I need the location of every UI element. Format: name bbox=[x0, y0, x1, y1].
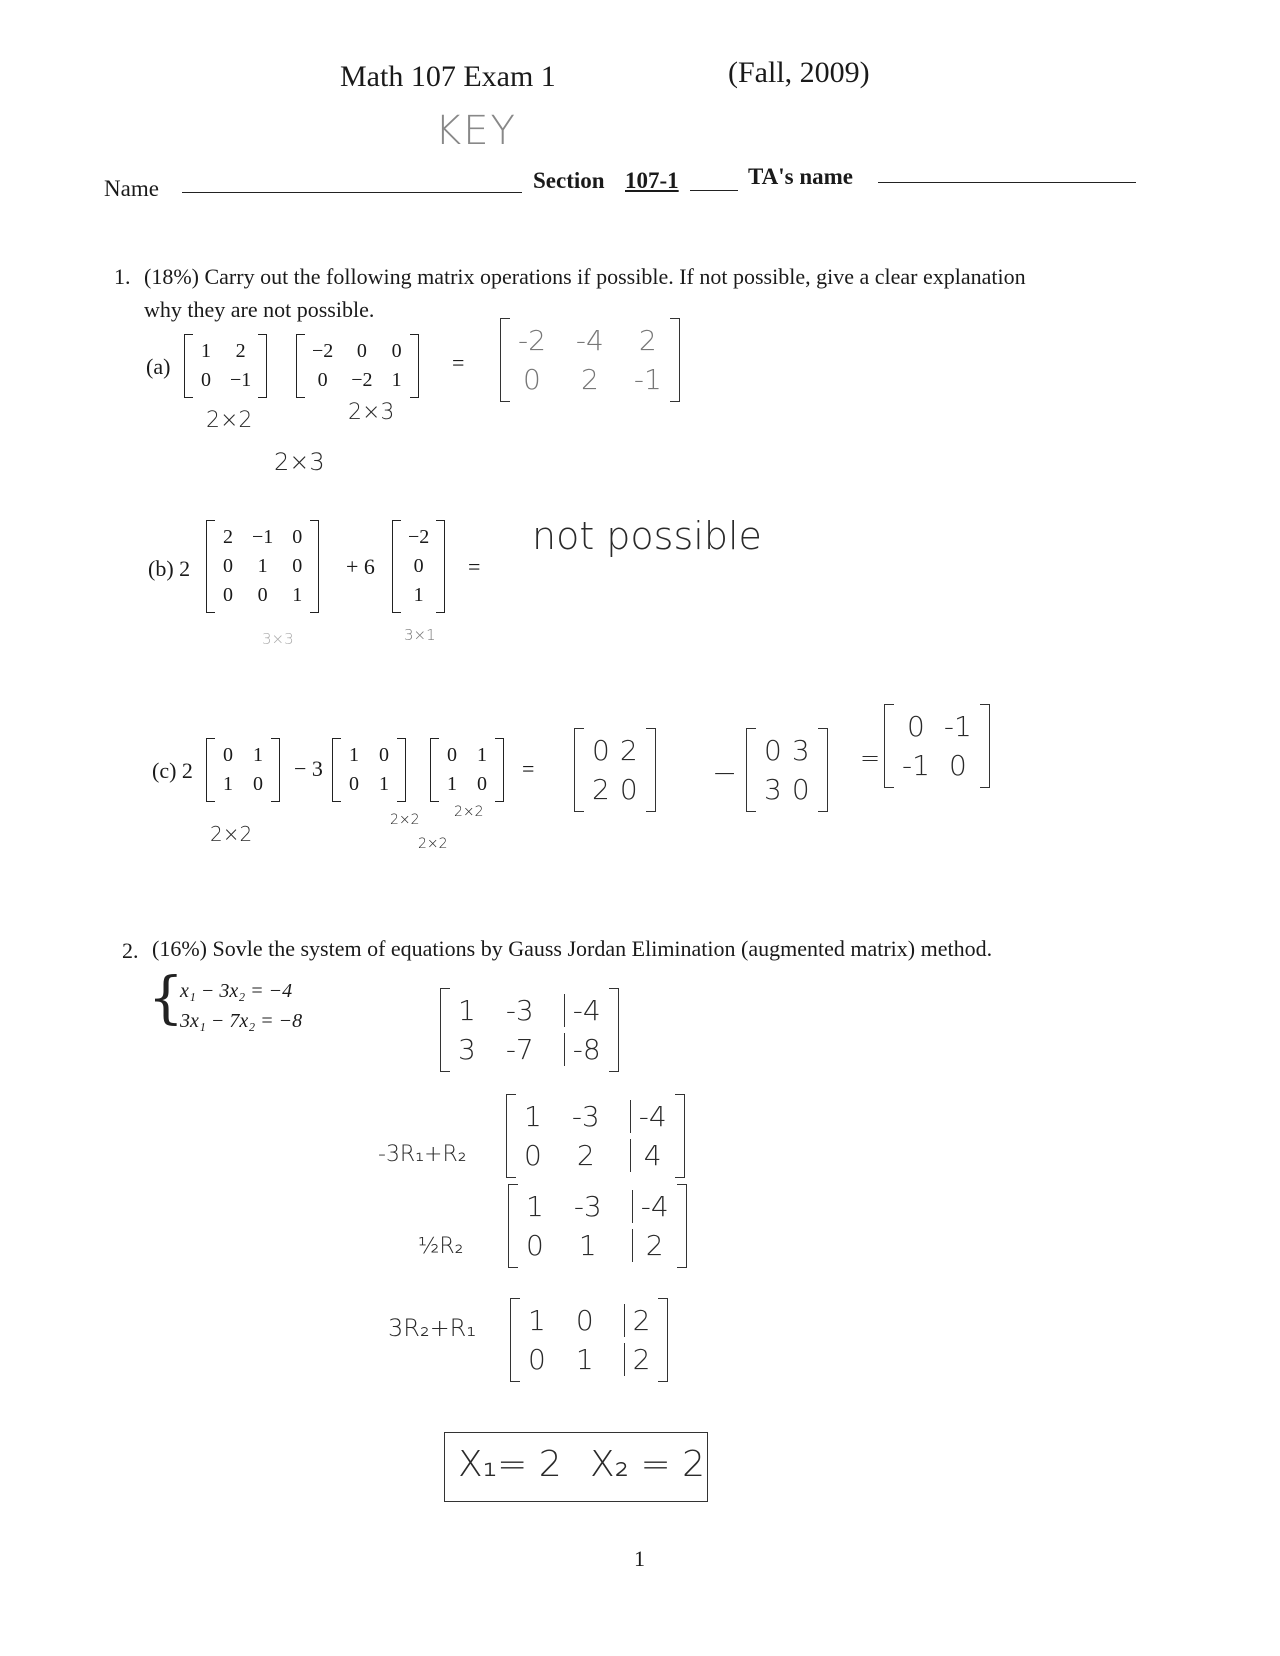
matrix-cell: 0 bbox=[592, 734, 610, 767]
matrix-cell: 0 bbox=[413, 555, 424, 577]
matrix-cell: 0 bbox=[223, 555, 233, 577]
matrix-cell: 0 bbox=[907, 710, 925, 743]
matrix-cell: 1 bbox=[526, 1190, 544, 1223]
matrix-cell: 0 bbox=[523, 363, 541, 396]
matrix-cell: 2 bbox=[624, 1343, 651, 1376]
q1c-dim-bc: 2×2 bbox=[418, 836, 448, 852]
q1-number: 1. bbox=[114, 264, 131, 289]
q1c-dim-b: 2×2 bbox=[390, 812, 420, 828]
matrix-cell: -4 bbox=[630, 1100, 667, 1133]
matrix-cell: 1 bbox=[292, 584, 303, 606]
q1a-matrix-b bbox=[296, 338, 419, 394]
q1c-equals: = bbox=[522, 756, 535, 781]
matrix-cell: -7 bbox=[505, 1033, 534, 1066]
q1c-work-equals: = bbox=[860, 744, 881, 772]
q1c-label: (c) 2 bbox=[152, 758, 193, 783]
matrix-cell: 1 bbox=[391, 369, 402, 391]
q1c-answer-matrix bbox=[884, 708, 990, 784]
q1a-dim-b: 2×3 bbox=[348, 400, 395, 425]
matrix-cell: 1 bbox=[458, 994, 476, 1027]
matrix-cell: 0 bbox=[317, 369, 328, 391]
matrix-cell: 2 bbox=[619, 734, 638, 767]
name-line[interactable] bbox=[182, 192, 522, 193]
matrix-cell: −1 bbox=[252, 526, 274, 548]
ta-name-line[interactable] bbox=[878, 182, 1136, 183]
matrix-cell: 2 bbox=[638, 324, 657, 357]
q2-augmented-matrix bbox=[440, 992, 619, 1068]
matrix-cell: 1 bbox=[477, 744, 487, 766]
matrix-cell: 2 bbox=[235, 340, 246, 362]
matrix-cell: 0 bbox=[391, 340, 402, 362]
matrix-cell: −1 bbox=[230, 369, 252, 391]
matrix-cell: 0 bbox=[223, 584, 233, 606]
exam-title: Math 107 Exam 1 bbox=[340, 60, 556, 93]
section-label: Section bbox=[533, 168, 605, 193]
exam-term: (Fall, 2009) bbox=[728, 56, 870, 89]
matrix-cell: −2 bbox=[312, 340, 334, 362]
matrix-cell: -4 bbox=[632, 1190, 669, 1223]
q2-step-3-op: 3R₂+R₁ bbox=[388, 1314, 476, 1342]
matrix-cell: 1 bbox=[349, 744, 359, 766]
name-label: Name bbox=[104, 176, 159, 201]
matrix-cell: 0 bbox=[349, 773, 359, 795]
q1-prompt-line1: (18%) Carry out the following matrix operations if possible. If not possible, give a clear explanation bbox=[144, 264, 1026, 289]
q2-step-2-matrix bbox=[508, 1188, 687, 1264]
matrix-cell: 1 bbox=[578, 1229, 597, 1262]
matrix-cell: 0 bbox=[292, 555, 303, 577]
q1a-answer-matrix bbox=[500, 322, 680, 398]
q1a-matrix-a bbox=[184, 338, 267, 394]
matrix-cell: −2 bbox=[408, 526, 430, 548]
matrix-cell: 1 bbox=[379, 773, 389, 795]
matrix-cell: 1 bbox=[413, 584, 424, 606]
matrix-cell: 0 bbox=[791, 773, 810, 806]
matrix-cell: 0 bbox=[379, 744, 389, 766]
q1b-dim-b: 3×1 bbox=[404, 626, 436, 644]
q1c-work-matrix-2 bbox=[746, 732, 828, 808]
matrix-cell: 0 bbox=[257, 584, 268, 606]
q2-step-3-matrix bbox=[510, 1302, 668, 1378]
q1a-equals: = bbox=[452, 350, 465, 375]
matrix-cell: 0 bbox=[948, 749, 967, 782]
matrix-cell: -1 bbox=[943, 710, 972, 743]
q1c-matrix-a bbox=[206, 742, 280, 798]
matrix-cell: 0 bbox=[764, 734, 782, 767]
q1a-dim-result: 2×3 bbox=[274, 448, 325, 476]
matrix-cell: 1 bbox=[447, 773, 457, 795]
matrix-cell: 2 bbox=[632, 1229, 669, 1262]
q2-step-1-op: -3R₁+R₂ bbox=[378, 1142, 467, 1167]
matrix-cell: -4 bbox=[564, 994, 601, 1027]
matrix-cell: 0 bbox=[292, 526, 303, 548]
matrix-cell: 4 bbox=[630, 1139, 667, 1172]
matrix-cell: 0 bbox=[447, 744, 457, 766]
matrix-cell: 2 bbox=[592, 773, 610, 806]
matrix-cell: 0 bbox=[524, 1139, 542, 1172]
matrix-cell: -1 bbox=[633, 363, 662, 396]
matrix-cell: 1 bbox=[253, 744, 263, 766]
q1b-plus: + 6 bbox=[346, 554, 375, 579]
matrix-cell: 0 bbox=[201, 369, 211, 391]
q2-equation-1: x₁ − 3x₂ = −4 bbox=[180, 980, 293, 1002]
matrix-cell: -3 bbox=[573, 1190, 602, 1223]
q2-system-brace: { bbox=[148, 966, 184, 1031]
matrix-cell: 3 bbox=[791, 734, 810, 767]
matrix-cell: 0 bbox=[477, 773, 487, 795]
q1c-minus: − 3 bbox=[294, 756, 323, 781]
matrix-cell: 2 bbox=[223, 526, 233, 548]
matrix-cell: 1 bbox=[528, 1304, 546, 1337]
q1b-answer: not possible bbox=[532, 514, 762, 558]
matrix-cell: -4 bbox=[575, 324, 604, 357]
q1b-matrix-b bbox=[392, 524, 445, 609]
q2-step-1-matrix bbox=[506, 1098, 685, 1174]
q2-answer-x2: X₂ = 2 bbox=[590, 1444, 706, 1485]
matrix-cell: -1 bbox=[902, 749, 930, 782]
matrix-cell: -8 bbox=[564, 1033, 601, 1066]
q2-number: 2. bbox=[122, 938, 139, 963]
q1a-label: (a) bbox=[146, 354, 171, 379]
matrix-cell: 1 bbox=[201, 340, 211, 362]
matrix-cell: 1 bbox=[524, 1100, 542, 1133]
matrix-cell: 0 bbox=[356, 340, 367, 362]
q1c-work-minus: − bbox=[712, 756, 738, 791]
matrix-cell: 0 bbox=[575, 1304, 594, 1337]
q2-prompt: (16%) Sovle the system of equations by Gauss Jordan Elimination (augmented matrix) method. bbox=[152, 936, 993, 961]
matrix-cell: 0 bbox=[619, 773, 638, 806]
q1c-matrix-b bbox=[332, 742, 406, 798]
q2-answer-x1: X₁= 2 bbox=[458, 1444, 562, 1485]
q1a-dim-a: 2×2 bbox=[206, 408, 253, 433]
q1c-work-matrix-1 bbox=[574, 732, 656, 808]
matrix-cell: 1 bbox=[223, 773, 233, 795]
q2-step-2-op: ½R₂ bbox=[418, 1234, 464, 1259]
q2-equation-2: 3x₁ − 7x₂ = −8 bbox=[180, 1010, 303, 1032]
matrix-cell: 1 bbox=[575, 1343, 594, 1376]
matrix-cell: 3 bbox=[458, 1033, 476, 1066]
matrix-cell: 2 bbox=[576, 1139, 595, 1172]
matrix-cell: 2 bbox=[580, 363, 599, 396]
page-number: 1 bbox=[634, 1546, 645, 1571]
matrix-cell: −2 bbox=[351, 369, 373, 391]
matrix-cell: 1 bbox=[257, 555, 268, 577]
matrix-cell: 0 bbox=[528, 1343, 546, 1376]
matrix-cell: 0 bbox=[526, 1229, 544, 1262]
q1b-matrix-a bbox=[206, 524, 319, 609]
matrix-cell: -2 bbox=[518, 324, 546, 357]
matrix-cell: 3 bbox=[764, 773, 782, 806]
section-line bbox=[690, 190, 738, 191]
q1b-equals: = bbox=[468, 554, 481, 579]
q1c-dim-a: 2×2 bbox=[210, 822, 253, 846]
matrix-cell: 0 bbox=[253, 773, 263, 795]
matrix-cell: -3 bbox=[571, 1100, 600, 1133]
q1c-matrix-c bbox=[430, 742, 504, 798]
q1-prompt-line2: why they are not possible. bbox=[144, 297, 375, 322]
matrix-cell: 0 bbox=[223, 744, 233, 766]
q1b-label: (b) 2 bbox=[148, 556, 191, 581]
matrix-cell: -3 bbox=[505, 994, 534, 1027]
key-mark: KEY bbox=[435, 108, 517, 154]
ta-name-label: TA's name bbox=[748, 164, 853, 189]
q1b-dim-a: 3×3 bbox=[262, 630, 294, 648]
section-value: 107-1 bbox=[625, 168, 679, 193]
matrix-cell: 2 bbox=[624, 1304, 651, 1337]
q1c-dim-c: 2×2 bbox=[454, 804, 484, 820]
